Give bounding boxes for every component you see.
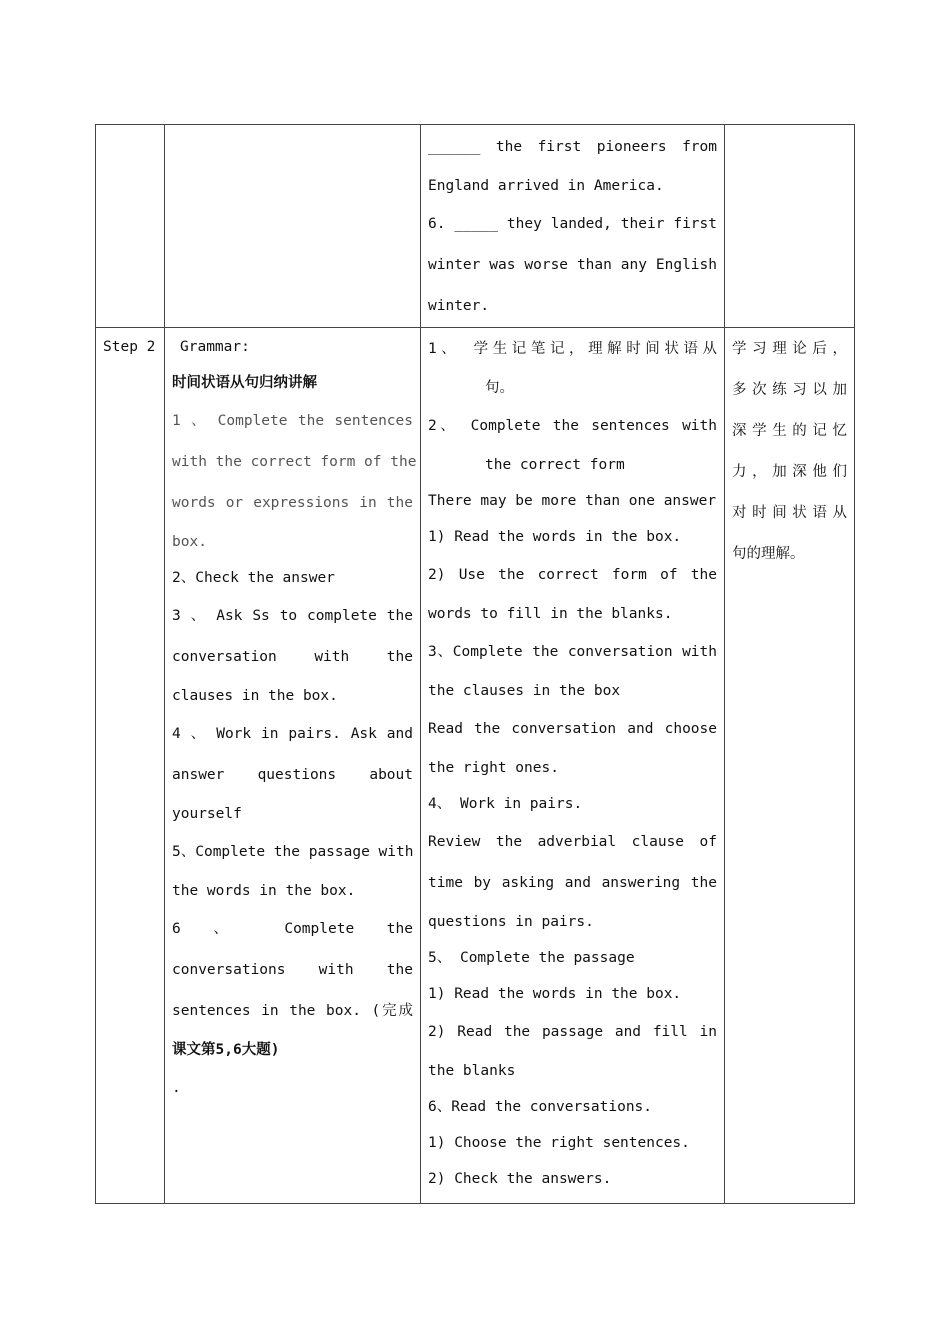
teacher-activity-cell [165,125,421,328]
text-line: Review the adverbial clause of [428,834,717,850]
text-line: 6、Read the conversations. [428,1099,653,1115]
text-line: sentences in the box. (完成 [172,1003,413,1019]
text-line: England arrived in America. [428,178,664,194]
section-heading: Grammar: [180,339,250,355]
text-line: winter was worse than any English [428,257,717,273]
text-line: 2) Check the answers. [428,1171,612,1187]
step-cell [96,125,165,328]
text-line: 1 、 Complete the sentences [172,413,413,429]
text-line: 对时间状语从 [732,505,847,521]
text-line: words to fill in the blanks. [428,606,673,622]
text-line: 6 、 Complete the [172,921,413,937]
text-line: Read the conversation and choose [428,721,717,737]
text-line: 5、Complete the passage with [172,844,414,860]
purpose-cell [725,125,855,328]
text-line: 2、Check the answer [172,570,335,586]
text-line: time by asking and answering the [428,875,717,891]
teacher-activity-cell [165,328,421,1204]
text-line: 课文第5,6大题) [172,1042,280,1058]
step-cell [96,328,165,1204]
text-line: 1、 学生记笔记，理解时间状语从 [428,341,717,357]
text-line: 2) Read the passage and fill in [428,1024,717,1040]
text-line: winter. [428,298,490,314]
text-line: 3、Complete the conversation with [428,644,717,660]
text-line: ______ the first pioneers from [428,139,717,155]
lesson-plan-table [95,124,855,1204]
text-line: with the correct form of the [172,454,417,470]
text-line: clauses in the box. [172,688,338,704]
text-line: 2) Use the correct form of the [428,567,717,583]
text-line: box. [172,534,207,550]
text-line: 1) Read the words in the box. [428,986,682,1002]
student-activity-cell [421,328,725,1204]
text-line: 3 、 Ask Ss to complete the [172,608,413,624]
text-line: answer questions about [172,767,413,783]
text-line: 力，加深他们 [732,464,847,480]
text-line: questions in pairs. [428,914,594,930]
text-line: 1) Read the words in the box. [428,529,682,545]
text-line: conversation with the [172,649,413,665]
table-row [96,328,855,1204]
text-line: the blanks [428,1063,516,1079]
text-line: 学习理论后， [732,341,847,357]
purpose-cell [725,328,855,1204]
student-activity-cell [421,125,725,328]
text-line: 1) Choose the right sentences. [428,1135,690,1151]
text-line: words or expressions in the [172,495,413,511]
text-line: 深学生的记忆 [732,423,847,439]
text-line: 多次练习以加 [732,382,847,398]
section-subheading: 时间状语从句归纳讲解 [172,375,317,391]
text-line: 4 、 Work in pairs. Ask and [172,726,413,742]
table-row [96,125,855,328]
text-line: 句。 [485,380,514,396]
text-line: yourself [172,806,242,822]
text-line: 6. _____ they landed, their first [428,216,717,232]
text-line: 4、 Work in pairs. [428,796,583,812]
step-label: Step 2 [103,339,156,355]
text-line: 5、 Complete the passage [428,950,635,966]
text-line: 句的理解。 [732,546,805,562]
text-line: the right ones. [428,760,559,776]
text-line: the clauses in the box [428,683,621,699]
text-line: the correct form [485,457,625,473]
text-line: . [172,1080,181,1096]
text-line: There may be more than one answer [428,493,717,509]
text-line: 2、 Complete the sentences with [428,418,717,434]
text-line: conversations with the [172,962,413,978]
text-line: the words in the box. [172,883,356,899]
